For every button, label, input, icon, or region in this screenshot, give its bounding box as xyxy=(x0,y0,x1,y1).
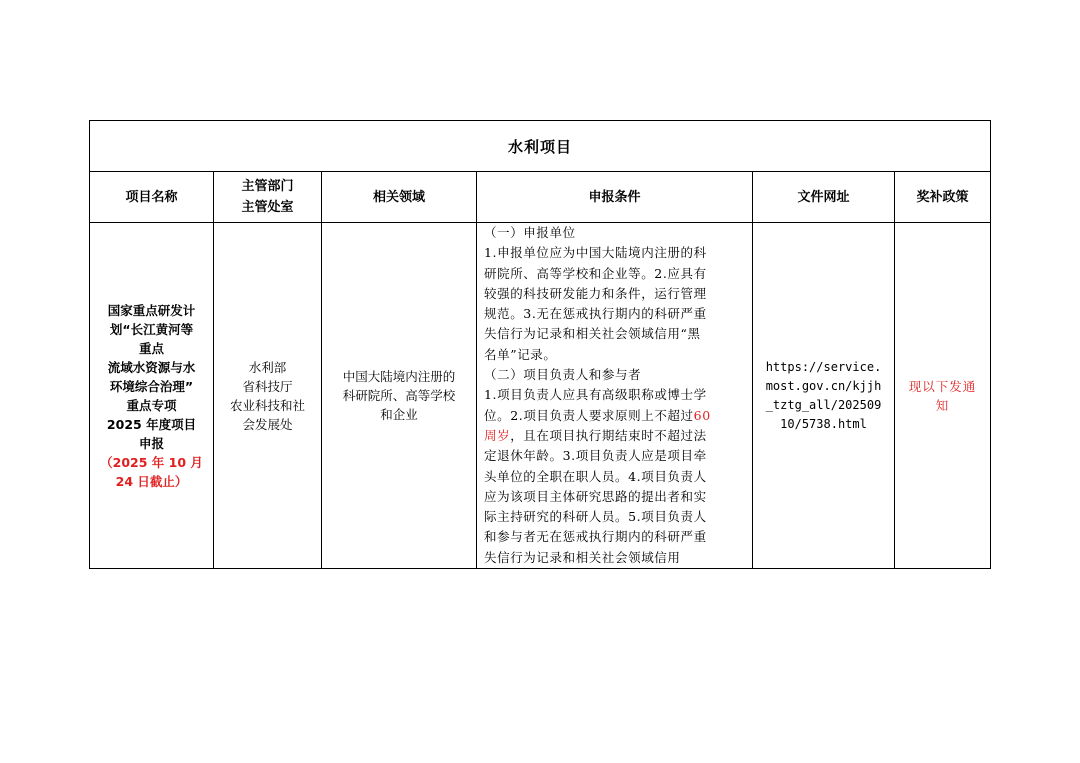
project-name-line: 重点 xyxy=(138,340,164,356)
project-name-line: 国家重点研发计 xyxy=(107,302,196,318)
field-line: 中国大陆境内注册的 xyxy=(342,369,456,385)
conditions-line: 失信行为记录和相关社会领域信用“黑 xyxy=(484,326,701,342)
department-line: 农业科技和社 xyxy=(229,397,305,413)
conditions-line: 1.申报单位应为中国大陆境内注册的科 xyxy=(484,245,707,261)
header-department-line-2: 主管处室 xyxy=(241,200,294,215)
age-limit-number: 60 xyxy=(693,407,711,423)
conditions-text: 位。2.项目负责人要求原则上不超过 xyxy=(484,407,694,423)
conditions-cell xyxy=(477,223,753,569)
table-row xyxy=(90,223,991,569)
project-name-line: 申报 xyxy=(138,435,164,451)
header-url: 文件网址 xyxy=(753,172,895,223)
header-policy: 奖补政策 xyxy=(895,172,991,223)
url-line: 10/5738.html xyxy=(780,416,867,431)
conditions-line: 定退休年龄。3.项目负责人应是项目牵 xyxy=(484,448,707,464)
conditions-line: 应为该项目主体研究思路的提出者和实 xyxy=(484,488,707,504)
url-cell xyxy=(753,223,895,569)
conditions-line xyxy=(484,406,746,426)
department-cell xyxy=(214,223,322,569)
header-field: 相关领域 xyxy=(322,172,477,223)
conditions-line: 和参与者无在惩戒执行期内的科研严重 xyxy=(484,529,707,545)
conditions-line: 头单位的全职在职人员。4.项目负责人 xyxy=(484,468,707,484)
conditions-line: （一）申报单位 xyxy=(484,225,576,240)
conditions-line: 际主持研究的科研人员。5.项目负责人 xyxy=(484,509,707,525)
policy-line: 现以下发通 xyxy=(908,378,977,394)
policy-line: 知 xyxy=(935,397,950,413)
conditions-line xyxy=(484,426,746,446)
project-name-line: 环境综合治理” xyxy=(109,378,194,394)
conditions-line: 失信行为记录和相关社会领域信用 xyxy=(484,549,681,565)
department-line: 会发展处 xyxy=(242,416,293,432)
url-line: _tztg_all/202509 xyxy=(765,397,882,412)
conditions-text: ，且在项目执行期结束时不超过法 xyxy=(510,427,707,443)
age-limit-unit: 周岁 xyxy=(484,427,511,443)
header-conditions: 申报条件 xyxy=(477,172,753,223)
water-projects-table xyxy=(89,120,991,569)
deadline-line: （2025 年 10 月 xyxy=(100,454,203,470)
table-title: 水利项目 xyxy=(90,121,991,172)
project-name-line: 划“长江黄河等 xyxy=(109,321,194,337)
project-name-cell xyxy=(90,223,214,569)
project-name-line: 重点专项 xyxy=(126,397,177,413)
header-department xyxy=(214,172,322,223)
field-cell xyxy=(322,223,477,569)
conditions-line: 名单”记录。 xyxy=(484,346,557,362)
url-line: https://service. xyxy=(765,359,882,374)
deadline-line: 24 日截止） xyxy=(115,473,188,489)
department-line: 省科技厅 xyxy=(242,378,293,394)
project-name-line: 2025 年度项目 xyxy=(106,416,197,432)
conditions-line: （二）项目负责人和参与者 xyxy=(484,367,642,383)
header-department-line-1: 主管部门 xyxy=(241,179,294,194)
policy-cell xyxy=(895,223,991,569)
header-project-name: 项目名称 xyxy=(90,172,214,223)
department-line: 水利部 xyxy=(248,359,287,375)
field-line: 科研院所、高等学校 xyxy=(342,388,456,404)
conditions-line: 规范。3.无在惩戒执行期内的科研严重 xyxy=(484,306,707,322)
url-line: most.gov.cn/kjjh xyxy=(765,378,882,393)
conditions-line: 研院所、高等学校和企业等。2.应具有 xyxy=(484,265,707,281)
conditions-line: 较强的科技研发能力和条件，运行管理 xyxy=(484,285,707,301)
conditions-line: 1.项目负责人应具有高级职称或博士学 xyxy=(484,387,707,403)
project-name-line: 流域水资源与水 xyxy=(107,359,196,375)
field-line: 和企业 xyxy=(380,407,418,423)
